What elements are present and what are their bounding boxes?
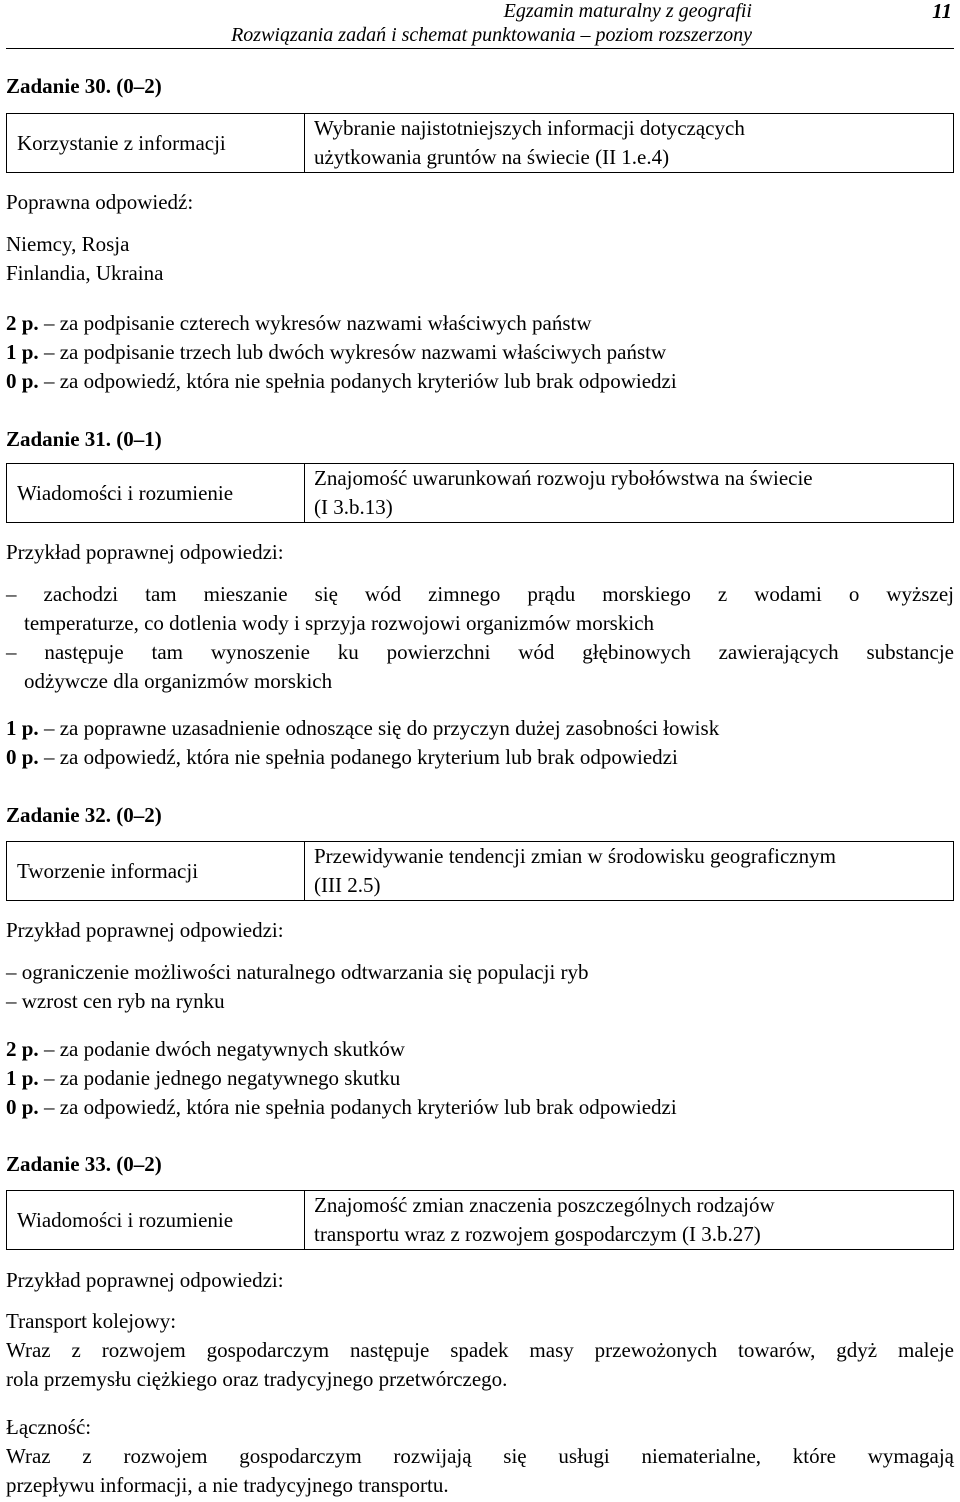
task-32-table (6, 841, 954, 901)
task-30-skill: Korzystanie z informacji (17, 130, 226, 155)
task-33-table (6, 1190, 954, 1250)
table-divider (304, 464, 305, 522)
task-32-answers (6, 958, 589, 1016)
criterion: – za podanie jednego negatywnego skutku (38, 1066, 401, 1090)
scoring-row (6, 367, 677, 396)
answer-line: temperaturze, co dotlenia wody i sprzyja rozwojowi organizmów morskich (24, 611, 655, 635)
task-30-requirement (314, 114, 947, 172)
task-30-scoring (6, 309, 677, 396)
task-33-rail (6, 1307, 954, 1394)
rail-label: Transport kolejowy: (6, 1309, 177, 1333)
communication-text-line: przepływu informacji, a nie tradycyjnego transportu. (6, 1473, 449, 1497)
requirement-line: użytkowania gruntów na świecie (II 1.e.4) (314, 145, 670, 169)
task-30-table (6, 113, 954, 173)
task-33-communication (6, 1413, 954, 1500)
header-rule (6, 48, 954, 49)
task-31-table (6, 463, 954, 523)
task-32-skill: Tworzenie informacji (17, 858, 199, 883)
scoring-row (6, 743, 719, 772)
communication-text-line: Wraz z rozwojem gospodarczym rozwijają się usługi niematerialne, które wymagają (6, 1444, 954, 1468)
task-31-title: Zadanie 31. (0–1) (6, 427, 162, 451)
scoring-row (6, 714, 719, 743)
task-33-requirement (314, 1191, 947, 1249)
table-divider (304, 842, 305, 900)
scoring-row (6, 309, 677, 338)
task-32-scoring (6, 1035, 677, 1122)
task-31-answers (6, 580, 954, 696)
task-33-title: Zadanie 33. (0–2) (6, 1152, 162, 1176)
table-divider (304, 114, 305, 172)
requirement-line: Znajomość zmian znaczenia poszczególnych rodzajów (314, 1193, 775, 1217)
answer-line: Niemcy, Rosja (6, 232, 130, 256)
scoring-row (6, 1093, 677, 1122)
points: 1 p. (6, 1066, 39, 1090)
header-line-1: Egzamin maturalny z geografii (503, 0, 752, 22)
answer-line: odżywcze dla organizmów morskich (24, 669, 333, 693)
task-32-requirement (314, 842, 947, 900)
task-32-title: Zadanie 32. (0–2) (6, 803, 162, 827)
task-31-requirement (314, 464, 947, 522)
requirement-line: Znajomość uwarunkowań rozwoju rybołówstwa na świecie (314, 466, 813, 490)
communication-label: Łączność: (6, 1415, 92, 1439)
page-header (0, 0, 960, 48)
header-title (231, 0, 752, 47)
task-32-example-label: Przykład poprawnej odpowiedzi: (6, 918, 284, 942)
rail-text-line: Wraz z rozwojem gospodarczym następuje spadek masy przewożonych towarów, gdyż maleje (6, 1338, 954, 1362)
rail-text-line: rola przemysłu ciężkiego oraz tradycyjnego przetwórczego. (6, 1367, 508, 1391)
page-number: 11 (932, 0, 952, 23)
criterion: – za poprawne uzasadnienie odnoszące się do przyczyn dużej zasobności łowisk (38, 716, 720, 740)
points: 0 p. (6, 745, 39, 769)
task-30-title: Zadanie 30. (0–2) (6, 74, 162, 98)
criterion: – za odpowiedź, która nie spełnia podanego kryterium lub brak odpowiedzi (38, 745, 678, 769)
task-31-scoring (6, 714, 719, 772)
points: 2 p. (6, 311, 39, 335)
points: 2 p. (6, 1037, 39, 1061)
answer-line: – wzrost cen ryb na rynku (6, 989, 225, 1013)
criterion: – za odpowiedź, która nie spełnia podanych kryteriów lub brak odpowiedzi (38, 369, 677, 393)
answer-line: – ograniczenie możliwości naturalnego odtwarzania się populacji ryb (6, 960, 589, 984)
requirement-line: (I 3.b.13) (314, 495, 393, 519)
task-33-skill: Wiadomości i rozumienie (17, 1207, 234, 1232)
scoring-row (6, 1064, 677, 1093)
criterion: – za odpowiedź, która nie spełnia podanych kryteriów lub brak odpowiedzi (38, 1095, 677, 1119)
table-divider (304, 1191, 305, 1249)
answer-line: – zachodzi tam mieszanie się wód zimnego prądu morskiego z wodami o wyższej (6, 582, 954, 606)
answer-line: Finlandia, Ukraina (6, 261, 164, 285)
scoring-row (6, 338, 677, 367)
criterion: – za podpisanie czterech wykresów nazwami właściwych państw (38, 311, 592, 335)
points: 0 p. (6, 369, 39, 393)
criterion: – za podanie dwóch negatywnych skutków (38, 1037, 405, 1061)
task-31-example-label: Przykład poprawnej odpowiedzi: (6, 540, 284, 564)
points: 1 p. (6, 340, 39, 364)
scoring-row (6, 1035, 677, 1064)
requirement-line: transportu wraz z rozwojem gospodarczym (I 3.b.27) (314, 1222, 761, 1246)
answer-line: – następuje tam wynoszenie ku powierzchni wód głębinowych zawierających substancje (6, 640, 954, 664)
requirement-line: Wybranie najistotniejszych informacji dotyczących (314, 116, 745, 140)
task-33-example-label: Przykład poprawnej odpowiedzi: (6, 1268, 284, 1292)
task-30-answer-label: Poprawna odpowiedź: (6, 190, 194, 214)
requirement-line: (III 2.5) (314, 873, 381, 897)
task-31-skill: Wiadomości i rozumienie (17, 480, 234, 505)
header-line-2: Rozwiązania zadań i schemat punktowania – poziom rozszerzony (231, 24, 752, 46)
requirement-line: Przewidywanie tendencji zmian w środowisku geograficznym (314, 844, 836, 868)
task-30-answers (6, 230, 163, 288)
criterion: – za podpisanie trzech lub dwóch wykresów nazwami właściwych państw (38, 340, 667, 364)
points: 1 p. (6, 716, 39, 740)
points: 0 p. (6, 1095, 39, 1119)
